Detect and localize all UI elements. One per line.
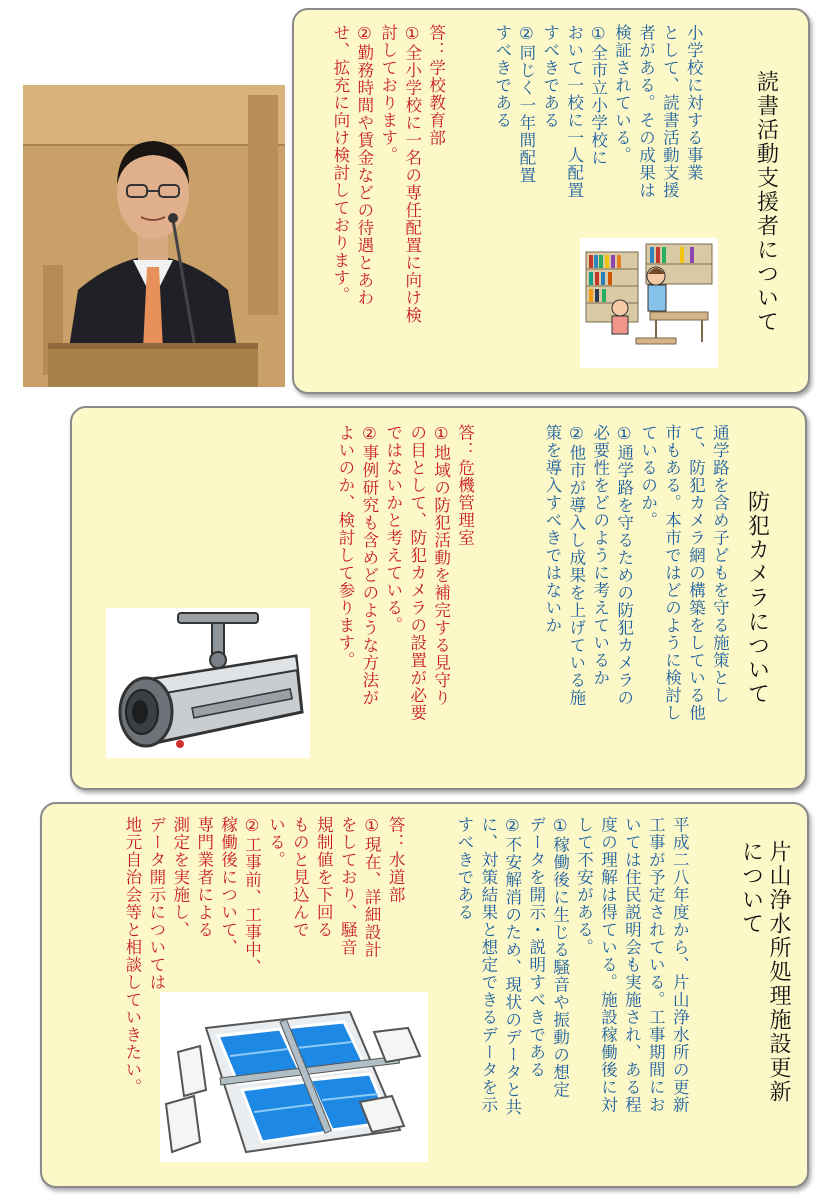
speaker-photo: [23, 85, 285, 387]
library-illustration: [580, 238, 718, 368]
section-water-plant-title: 片山浄水所処理施設更新 について: [738, 840, 791, 1104]
water-treatment-plant-illustration: [160, 992, 428, 1162]
section-security-camera-title: 防犯カメラについて: [744, 490, 770, 706]
section-reading-support-question: 小学校に対する事業 として、読書活動支援 者がある。その成果は 検証されている。 ①全市立小学校に おいて一校に一人配置 すべきである ②同じく一年間配置 すべきである: [492, 24, 704, 199]
section-water-plant-answer: 答：水道部 ①現在、詳細設計 をしており、騒音 規制値を下回る ものと見込んで いる。 ②工事前、工事中、 稼働後について、 専門業者による 測定を実施し、 データ開示については 地元自治会等と相談していきたい。: [122, 816, 406, 1096]
section-water-plant-question: 平成二八年度から、片山浄水所の更新 工事が予定されている。工事期間にお いては住民説明会も実施され、ある程 度の理解は得ている。施設稼働後に対 して不安がある。 ①稼働後に生じる騒音や振動の想定 データを開示・説明すべきである ②不安解消のため、現状のデータと共 に、対策結果と想定できるデータを示 すべきである: [454, 816, 690, 1116]
section-reading-support-answer: 答：学校教育部 ①全小学校に一名の専任配置に向け検 討しております。 ②勤務時間や賃金などの待遇とあわ せ、拡充に向け検討しております。: [330, 24, 446, 324]
section-security-camera-question: 通学路を含め子どもを守る施策とし て、防犯カメラ網の構築をしている他 市もある。本市ではどのように検討し ているのか。 ①通学路を守るための防犯カメラの 必要性をどのように考えているか ②他市が導入し成果を上げている施 策を導入すべきではないか: [542, 424, 730, 722]
section-reading-support-title: 読書活動支援者について: [753, 70, 779, 334]
security-camera-illustration: [106, 608, 310, 758]
section-security-camera-answer: 答：危機管理室 ①地域の防犯活動を補完する見守り の目として、防犯カメラの設置が必要 ではないかと考えている。 ②事例研究も含めどのような方法が よいのか、検討して参ります。: [335, 424, 475, 722]
